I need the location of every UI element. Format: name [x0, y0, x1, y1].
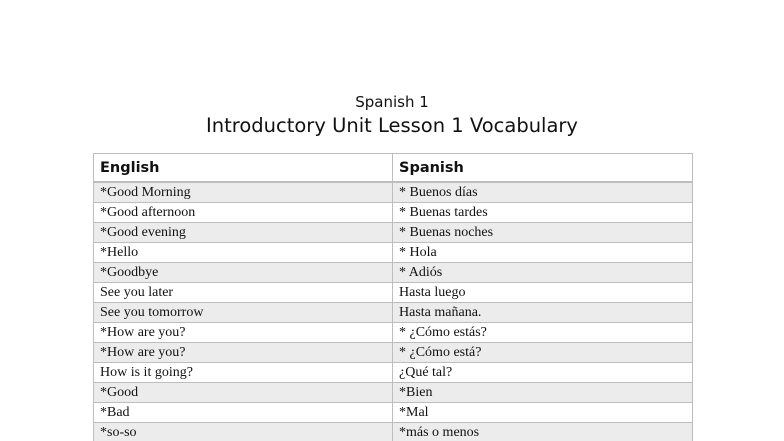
spanish-cell: ¿Qué tal?: [393, 363, 693, 383]
table-row: [94, 283, 693, 303]
table-row: [94, 403, 693, 423]
spanish-cell: * ¿Cómo está?: [393, 343, 693, 363]
english-cell: *How are you?: [94, 323, 393, 343]
spanish-cell: Hasta luego: [393, 283, 693, 303]
document-title: Introductory Unit Lesson 1 Vocabulary: [206, 114, 578, 137]
english-cell: *Hello: [94, 243, 393, 263]
spanish-cell: * Buenas noches: [393, 223, 693, 243]
column-header-spanish: Spanish: [393, 154, 693, 183]
english-cell: See you later: [94, 283, 393, 303]
english-cell: See you tomorrow: [94, 303, 393, 323]
english-cell: *Good Morning: [94, 182, 393, 203]
table-row: [94, 223, 693, 243]
table-header-row: [94, 154, 693, 183]
table-row: [94, 303, 693, 323]
table-row: [94, 423, 693, 441]
spanish-cell: * Buenas tardes: [393, 203, 693, 223]
table-row: [94, 343, 693, 363]
table-row: [94, 263, 693, 283]
spanish-cell: *Bien: [393, 383, 693, 403]
english-cell: *so-so: [94, 423, 393, 441]
spanish-cell: Hasta mañana.: [393, 303, 693, 323]
spanish-cell: * Hola: [393, 243, 693, 263]
table-row: [94, 383, 693, 403]
english-cell: *Goodbye: [94, 263, 393, 283]
english-cell: *Good: [94, 383, 393, 403]
table-row: [94, 182, 693, 203]
spanish-cell: * Buenos días: [393, 182, 693, 203]
spanish-cell: * ¿Cómo estás?: [393, 323, 693, 343]
spanish-cell: *más o menos: [393, 423, 693, 441]
spanish-cell: *Mal: [393, 403, 693, 423]
english-cell: *Bad: [94, 403, 393, 423]
table-row: [94, 203, 693, 223]
table-row: [94, 243, 693, 263]
vocabulary-table: [93, 153, 693, 441]
english-cell: *Good evening: [94, 223, 393, 243]
table-row: [94, 323, 693, 343]
english-cell: *Good afternoon: [94, 203, 393, 223]
table-row: [94, 363, 693, 383]
spanish-cell: * Adiós: [393, 263, 693, 283]
document-subtitle: Spanish 1: [355, 93, 429, 111]
english-cell: *How are you?: [94, 343, 393, 363]
english-cell: How is it going?: [94, 363, 393, 383]
column-header-english: English: [94, 154, 393, 183]
